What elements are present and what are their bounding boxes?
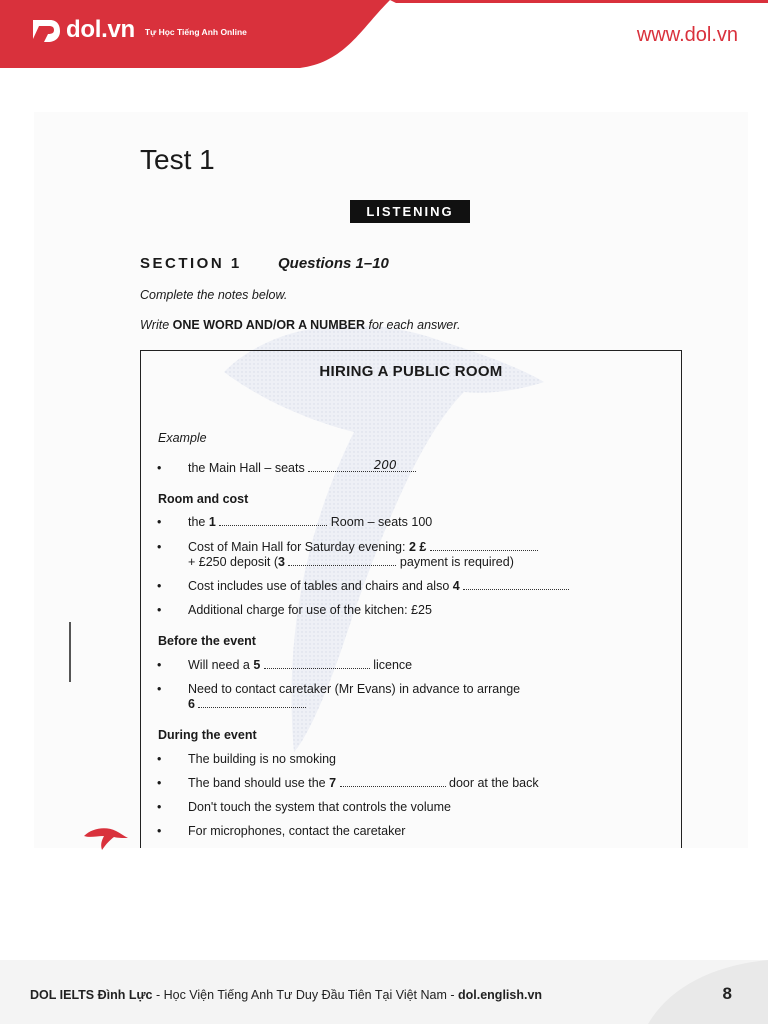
scan-margin-mark — [69, 622, 71, 682]
bullet: • — [157, 752, 162, 766]
answer-blank-4[interactable] — [463, 580, 569, 590]
no-smoking-line: The building is no smoking — [188, 752, 336, 766]
question-2-line: Cost of Main Hall for Saturday evening: 2 £ — [188, 540, 538, 554]
bullet: • — [157, 776, 162, 790]
during-event-heading: During the event — [158, 728, 257, 742]
microphone-line: For microphones, contact the caretaker — [188, 824, 406, 838]
page-footer — [0, 960, 768, 1024]
answer-blank-2[interactable] — [430, 541, 538, 551]
footer-corner-shape — [628, 960, 768, 1024]
footer-description: Học Viện Tiếng Anh Tư Duy Đầu Tiên Tại Việt Nam — [163, 988, 447, 1002]
dolphin-logo-icon — [30, 14, 62, 46]
footer-text: DOL IELTS Đình Lực - Học Viện Tiếng Anh Tư Duy Đầu Tiên Tại Việt Nam - dol.english.vn — [30, 988, 543, 1002]
test-title: Test 1 — [140, 144, 215, 175]
footer-website-link[interactable]: dol.english.vn — [458, 988, 543, 1002]
bullet: • — [157, 800, 162, 814]
notes-title: HIRING A PUBLIC ROOM — [319, 363, 503, 380]
bullet: • — [157, 579, 162, 593]
instruction-word-limit: Write ONE WORD AND/OR A NUMBER for each answer. — [140, 318, 461, 332]
page-number: 8 — [722, 984, 732, 1003]
bullet: • — [157, 515, 162, 529]
brand-name: dol.vn — [66, 16, 135, 43]
example-answer: 200 — [373, 458, 397, 472]
answer-blank-3[interactable] — [288, 556, 396, 566]
bullet: • — [157, 658, 162, 672]
red-dolphin-icon — [84, 826, 128, 850]
volume-line: Don't touch the system that controls the volume — [188, 800, 451, 814]
room-and-cost-heading: Room and cost — [158, 492, 249, 506]
section-label: SECTION 1 — [140, 255, 242, 272]
example-label: Example — [158, 431, 207, 445]
example-line: the Main Hall – seats 200 — [188, 461, 416, 475]
question-7-line: The band should use the 7 door at the back — [188, 776, 539, 790]
brand[interactable] — [30, 14, 247, 46]
section-questions: Questions 1–10 — [278, 255, 389, 272]
answer-blank-6[interactable] — [198, 698, 306, 708]
bullet: • — [157, 824, 162, 838]
listening-label: LISTENING — [350, 200, 470, 223]
bullet: • — [157, 682, 162, 696]
caretaker-line: Need to contact caretaker (Mr Evans) in advance to arrange — [188, 682, 521, 696]
brand-tagline: Tự Học Tiếng Anh Online — [144, 27, 247, 37]
question-4-line: Cost includes use of tables and chairs and also 4 — [188, 579, 569, 593]
notes-box — [140, 350, 682, 848]
answer-blank-1[interactable] — [219, 516, 327, 526]
page-header — [0, 0, 768, 72]
answer-blank-7[interactable] — [340, 777, 446, 787]
site-url-link[interactable]: www.dol.vn — [636, 24, 738, 46]
answer-blank-5[interactable] — [264, 659, 370, 669]
before-event-heading: Before the event — [158, 634, 256, 648]
bullet: • — [157, 603, 162, 617]
kitchen-charge-line: Additional charge for use of the kitchen: £25 — [188, 603, 432, 617]
question-6-line: 6 — [188, 697, 306, 711]
bullet: • — [157, 461, 162, 475]
scanned-test-page — [34, 112, 748, 848]
question-1-line: the 1 Room – seats 100 — [188, 515, 433, 529]
instruction-complete-notes: Complete the notes below. — [140, 288, 288, 302]
bullet: • — [157, 540, 162, 554]
question-3-line: + £250 deposit (3 payment is required) — [188, 555, 514, 569]
footer-brand: DOL IELTS Đình Lực — [30, 988, 153, 1002]
question-5-line: Will need a 5 licence — [188, 658, 413, 672]
